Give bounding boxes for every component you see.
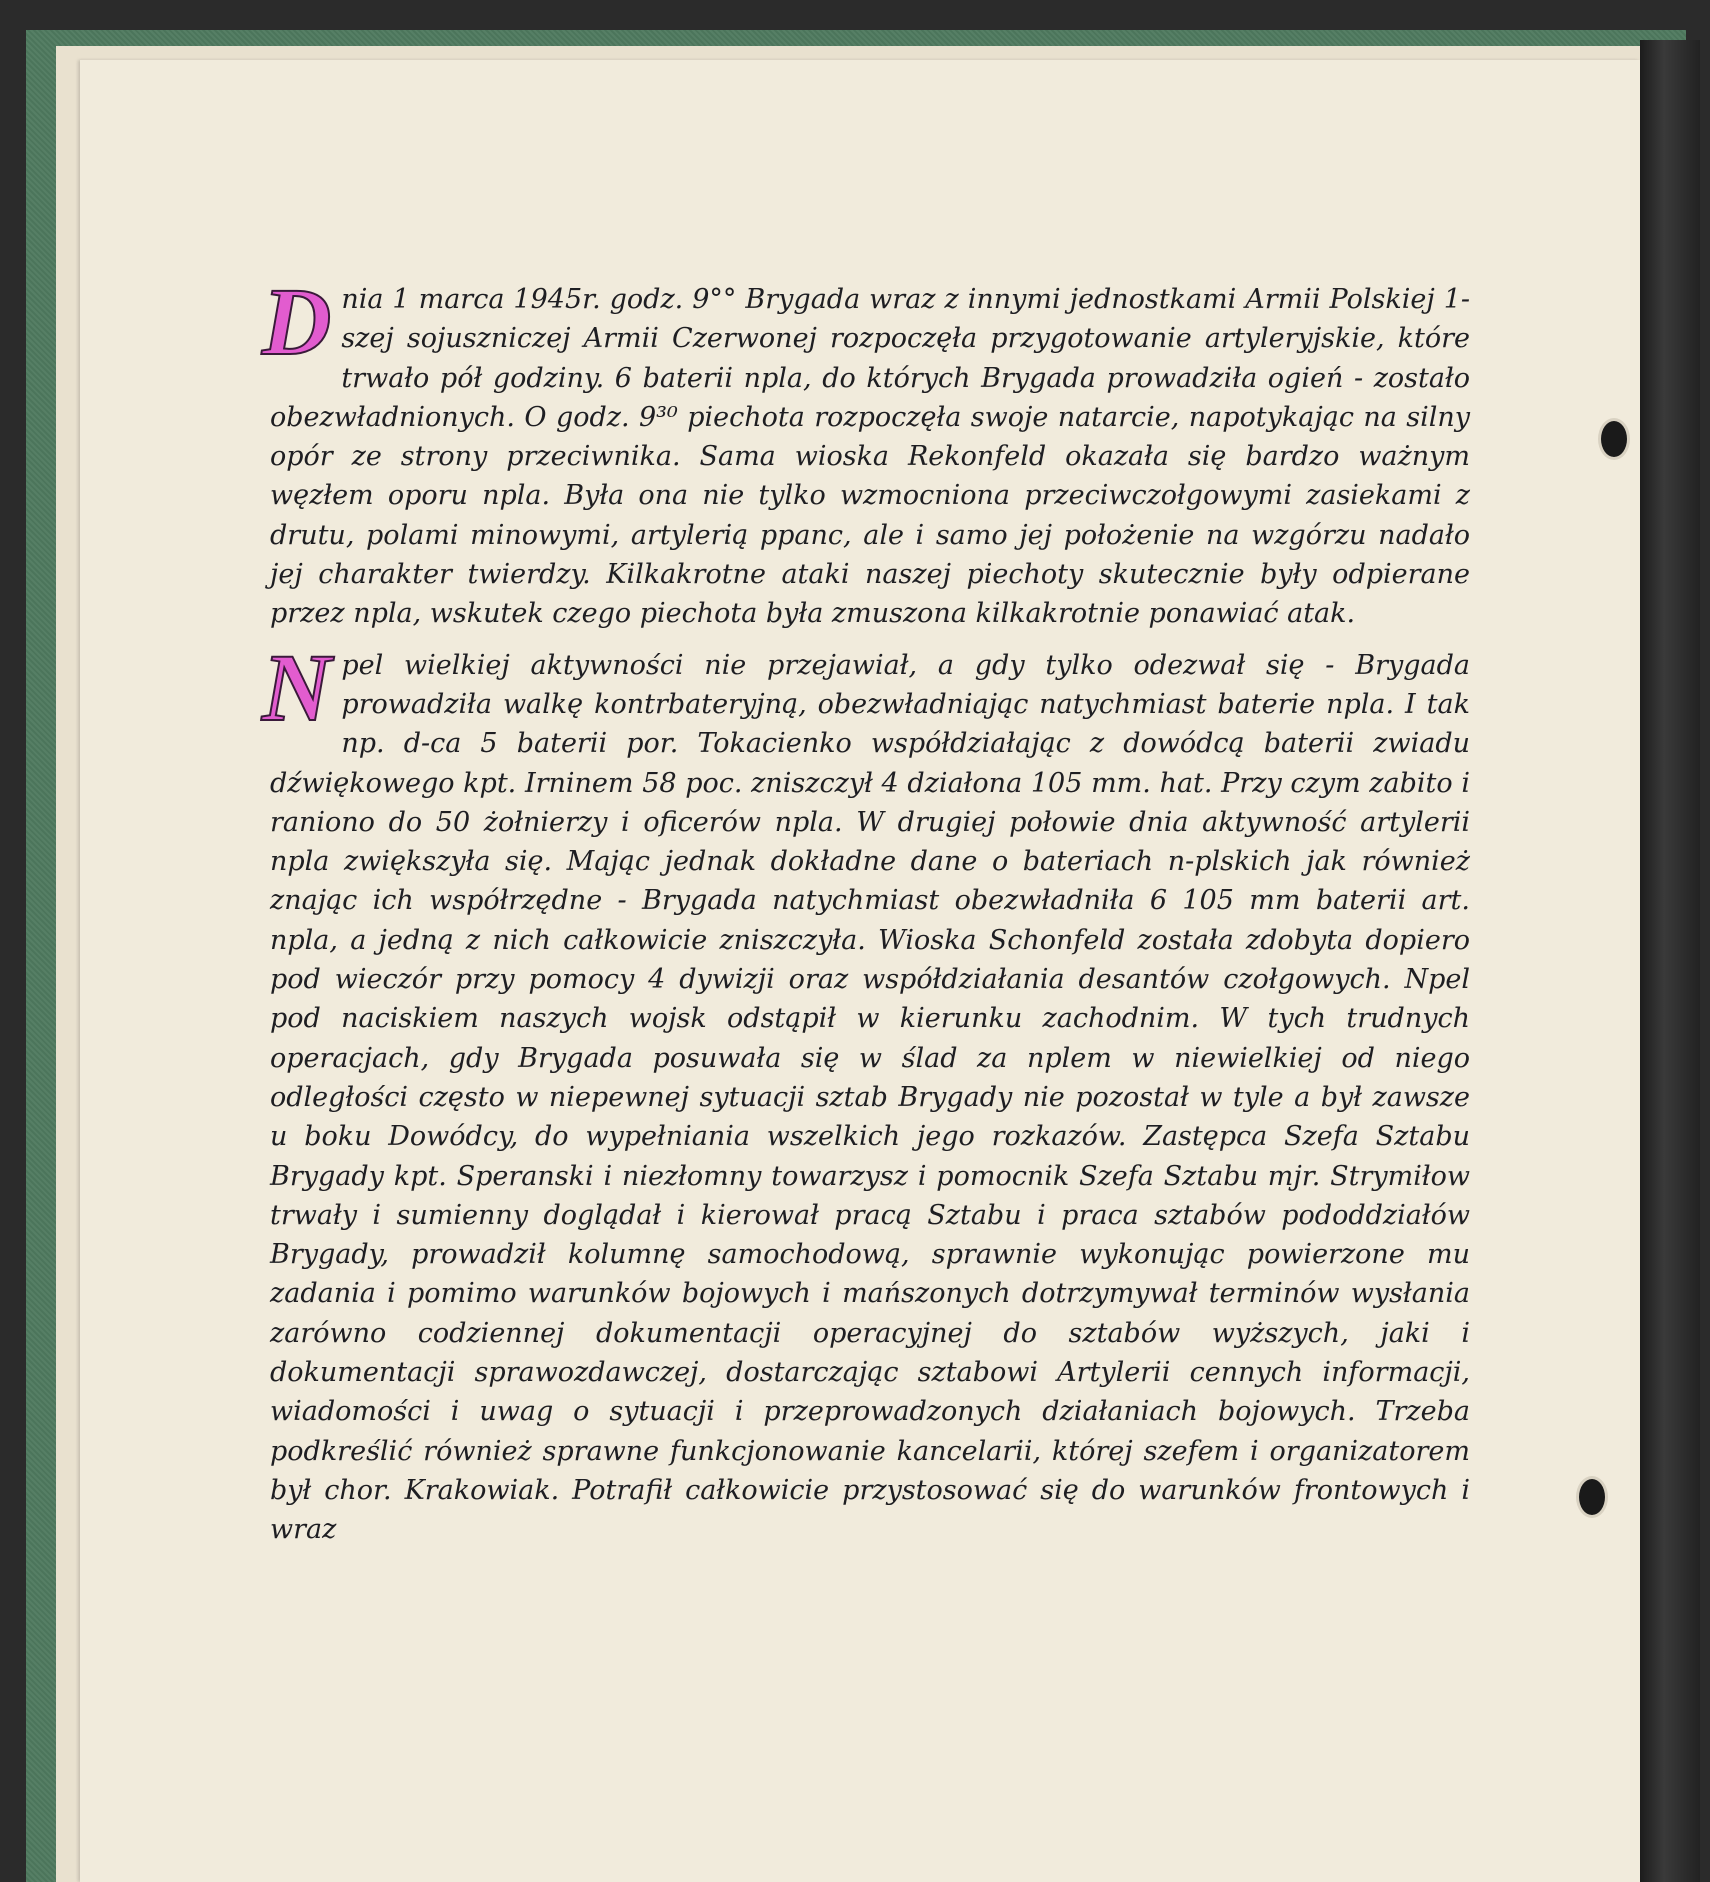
drop-cap-n: N xyxy=(262,633,332,741)
punch-hole-top xyxy=(1598,418,1630,460)
paragraph-2 xyxy=(262,633,1470,1550)
paragraph-1 xyxy=(262,268,1470,634)
handwritten-text-block xyxy=(262,268,1470,1550)
paragraph-2-text: pel wielkiej aktywności nie przejawiał, a gdy tylko odezwał się - Brygada prowadziła walkę kontrbateryjną, obezwładniając natychmiast baterie npla. I tak np. d-ca 5 baterii por. Tokacienko współdziałając z dowódcą baterii zwiadu dźwiękowego kpt. Irninem 58 poc. zniszczył 4 działona 105 mm. hat. Przy czym zabito i raniono do 50 żołnierzy i oficerów npla. W drugiej połowie dnia aktywność artylerii npla zwiększyła się. Mając jednak dokładne dane o bateriach n-plskich jak również znając ich współrzędne - Brygada natychmiast obezwładniła 6 105 mm baterii art. npla, a jedną z nich całkowicie zniszczyła. Wioska Schonfeld została zdobyta dopiero pod wieczór przy pomocy 4 dywizji oraz współdziałania desantów czołgowych. Npel pod naciskiem naszych wojsk odstąpił w kierunku zachodnim. W tych trudnych operacjach, gdy Brygada posuwała się w ślad za nplem w niewielkiej od niego odległości często w niepewnej sytuacji sztab Brygady nie pozostał w tyle a był zawsze u boku Dowódcy, do wypełniania wszelkich jego rozkazów. Zastępca Szefa Sztabu Brygady kpt. Speranski i niezłomny towarzysz i pomocnik Szefa Sztabu mjr. Strymiłow trwały i sumienny doglądał i kierował pracą Sztabu i praca sztabów pododdziałów Brygady, prowadził kolumnę samochodową, sprawnie wykonując powierzone mu zadania i pomimo warunków bojowych i mańszonych dotrzymywał terminów wysłania zarówno codziennej dokumentacji operacyjnej do sztabów wyższych, jaki i dokumentacji sprawozdawczej, dostarczając sztabowi Artylerii cennych informacji, wiadomości i uwag o sytuacji i przeprowadzonych działaniach bojowych. Trzeba podkreślić również sprawne funkcjonowanie kancelarii, której szefem i organizatorem był chor. Krakowiak. Potrafił całkowicie przystosować się do warunków frontowych i wraz xyxy=(270,649,1470,1546)
binder-spine-edge xyxy=(1640,40,1700,1882)
paragraph-1-text: nia 1 marca 1945r. godz. 9°° Brygada wraz z innymi jednostkami Armii Polskiej 1-szej sojuszniczej Armii Czerwonej rozpoczęła przygotowanie artyleryjskie, które trwało pół godziny. 6 baterii npla, do których Brygada prowadziła ogień - zostało obezwładnionych. O godz. 9³⁰ piechota rozpoczęła swoje natarcie, napotykając na silny opór ze strony przeciwnika. Sama wioska Rekonfeld okazała się bardzo ważnym węzłem oporu npla. Była ona nie tylko wzmocniona przeciwczołgowymi zasiekami z drutu, polami minowymi, artylerią ppanc, ale i samo jej położenie na wzgórzu nadało jej charakter twierdzy. Kilkakrotne ataki naszej piechoty skutecznie były odpierane przez npla, wskutek czego piechota była zmuszona kilkakrotnie ponawiać atak. xyxy=(270,284,1470,630)
drop-cap-d: D xyxy=(262,268,332,375)
punch-hole-bottom xyxy=(1576,1476,1608,1518)
